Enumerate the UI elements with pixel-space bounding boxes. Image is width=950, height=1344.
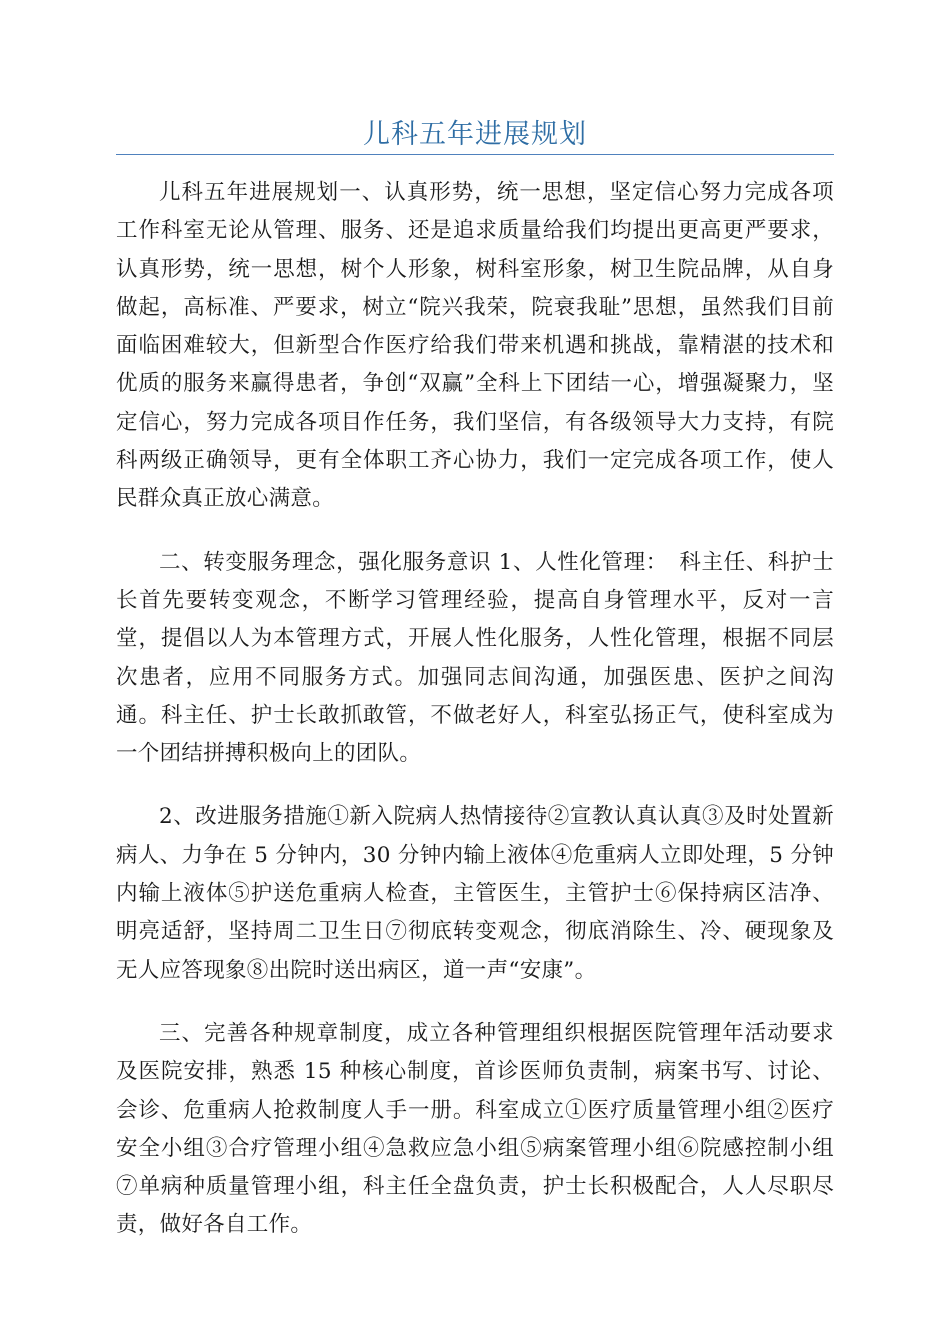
paragraph-4: 三、完善各种规章制度，成立各种管理组织根据医院管理年活动要求及医院安排，熟悉 15 种核心制度，首诊医师负责制，病案书写、讨论、会诊、危重病人抢救制度人手一册。科室成立①医疗质量管理小组②医疗安全小组③合疗管理小组④急救应急小组⑤病案管理小组⑥院感控制小组⑦单病种质量管理小组，科主任全盘负责，护士长积极配合，人人尽职尽责，做好各自工作。 <box>116 1020 834 1238</box>
paragraph-3: 2、改进服务措施①新入院病人热情接待②宣教认真认真③及时处置新病人、力争在 5 分钟内，30 分钟内输上液体④危重病人立即处理，5 分钟内输上液体⑤护送危重病人检查，主管医生，主管护士⑥保持病区洁净、明亮适舒，坚持周二卫生日⑦彻底转变观念，彻底消除生、冷、硬现象及无人应答现象⑧出院时送出病区，道一声“安康”。 <box>116 804 834 983</box>
paragraph-1: 儿科五年进展规划一、认真形势，统一思想，坚定信心努力完成各项工作科室无论从管理、服务、还是追求质量给我们均提出更高更严要求，认真形势，统一思想，树个人形象，树科室形象，树卫生院品牌，从自身做起，高标准、严要求，树立“院兴我荣，院衰我耻”思想，虽然我们目前面临困难较大，但新型合作医疗给我们带来机遇和挑战，靠精湛的技术和优质的服务来赢得患者，争创“双赢”全科上下团结一心，增强凝聚力，坚定信心，努力完成各项目作任务，我们坚信，有各级领导大力支持，有院科两级正确领导，更有全体职工齐心协力，我们一定完成各项工作，使人民群众真正放心满意。 <box>116 180 834 512</box>
document-body <box>116 174 834 1270</box>
title-underline <box>116 154 834 155</box>
document-title: 儿科五年进展规划 <box>363 119 587 150</box>
paragraph-2: 二、转变服务理念，强化服务意识 1、人性化管理： 科主任、科护士长首先要转变观念，不断学习管理经验，提高自身管理水平，反对一言堂，提倡以人为本管理方式，开展人性化服务，人性化管理，根据不同层次患者，应用不同服务方式。加强同志间沟通，加强医患、医护之间沟通。科主任、护士长敢抓敢管，不做老好人，科室弘扬正气，使科室成为一个团结拼搏积极向上的团队。 <box>116 549 834 767</box>
